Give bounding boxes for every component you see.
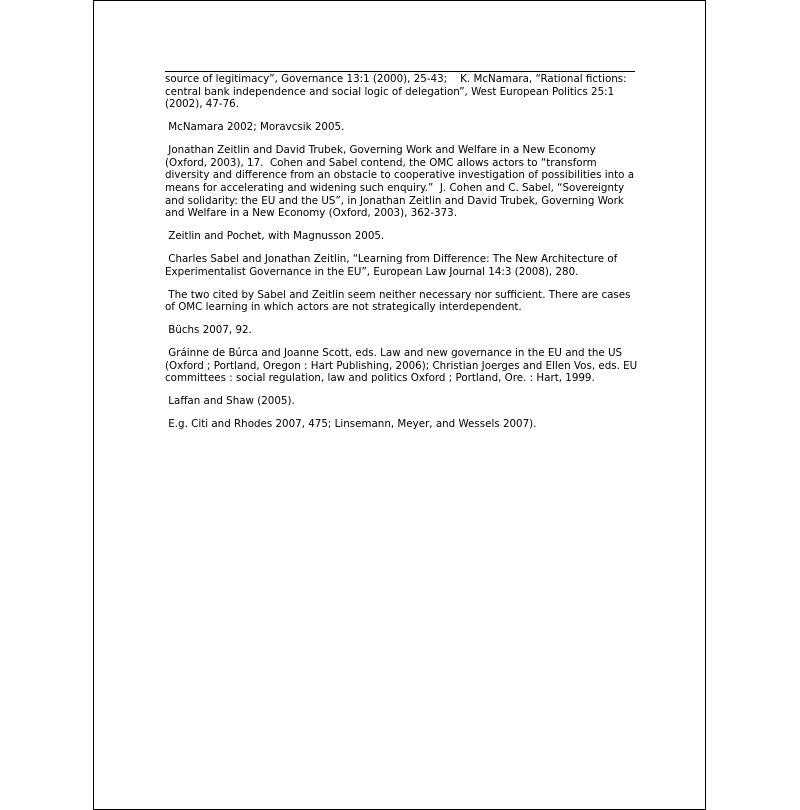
footnote-9: E.g. Citi and Rhodes 2007, 475; Linsemann, Meyer, and Wessels 2007). <box>165 418 537 431</box>
footnote-6: Büchs 2007, 92. <box>165 324 252 337</box>
footnote-8: Laffan and Shaw (2005). <box>165 395 295 408</box>
footnote-5: The two cited by Sabel and Zeitlin seem neither necessary nor sufficient. There are cases of OMC learning in which actors are not strategically interdependent. <box>165 288 634 314</box>
footnote-1: McNamara 2002; Moravcsik 2005. <box>165 121 345 134</box>
footnote-2: Jonathan Zeitlin and David Trubek, Governing Work and Welfare in a New Economy (Oxford, 2003), 17. Cohen and Sabel contend, the OMC allows actors to “transform diversity and difference from an obstacle to cooperative investigation of possibilities into a means for accelerating and widening such enquiry.” J. Cohen and C. Sabel, “Sovereignty and solidarity: the EU and the US”, in Jonathan Zeitlin and David Trubek, Governing Work and Welfare in a New Economy (Oxford, 2003), 362-373. <box>165 144 638 220</box>
footnote-3: Zeitlin and Pochet, with Magnusson 2005. <box>165 230 385 243</box>
footnote-4: Charles Sabel and Jonathan Zeitlin, “Learning from Difference: The New Architecture of Experimentalist Governance in the EU”, European Law Journal 14:3 (2008), 280. <box>165 253 621 278</box>
footnote-continuation: source of legitimacy”, Governance 13:1 (2000), 25-43; K. McNamara, “Rational fictions: central bank independence and social logic of delegation”, West European Politics 25:1 (2002), 47-76. <box>165 73 630 111</box>
footnotes-section <box>165 71 640 441</box>
footnote-7: Gráinne de Búrca and Joanne Scott, eds. Law and new governance in the EU and the US (Oxford ; Portland, Oregon : Hart Publishing, 2006); Christian Joerges and Ellen Vos, eds. EU committees : social regulation, law and politics Oxford ; Portland, Ore. : Hart, 1999. <box>165 347 641 385</box>
footnote-separator-rule <box>165 71 635 72</box>
